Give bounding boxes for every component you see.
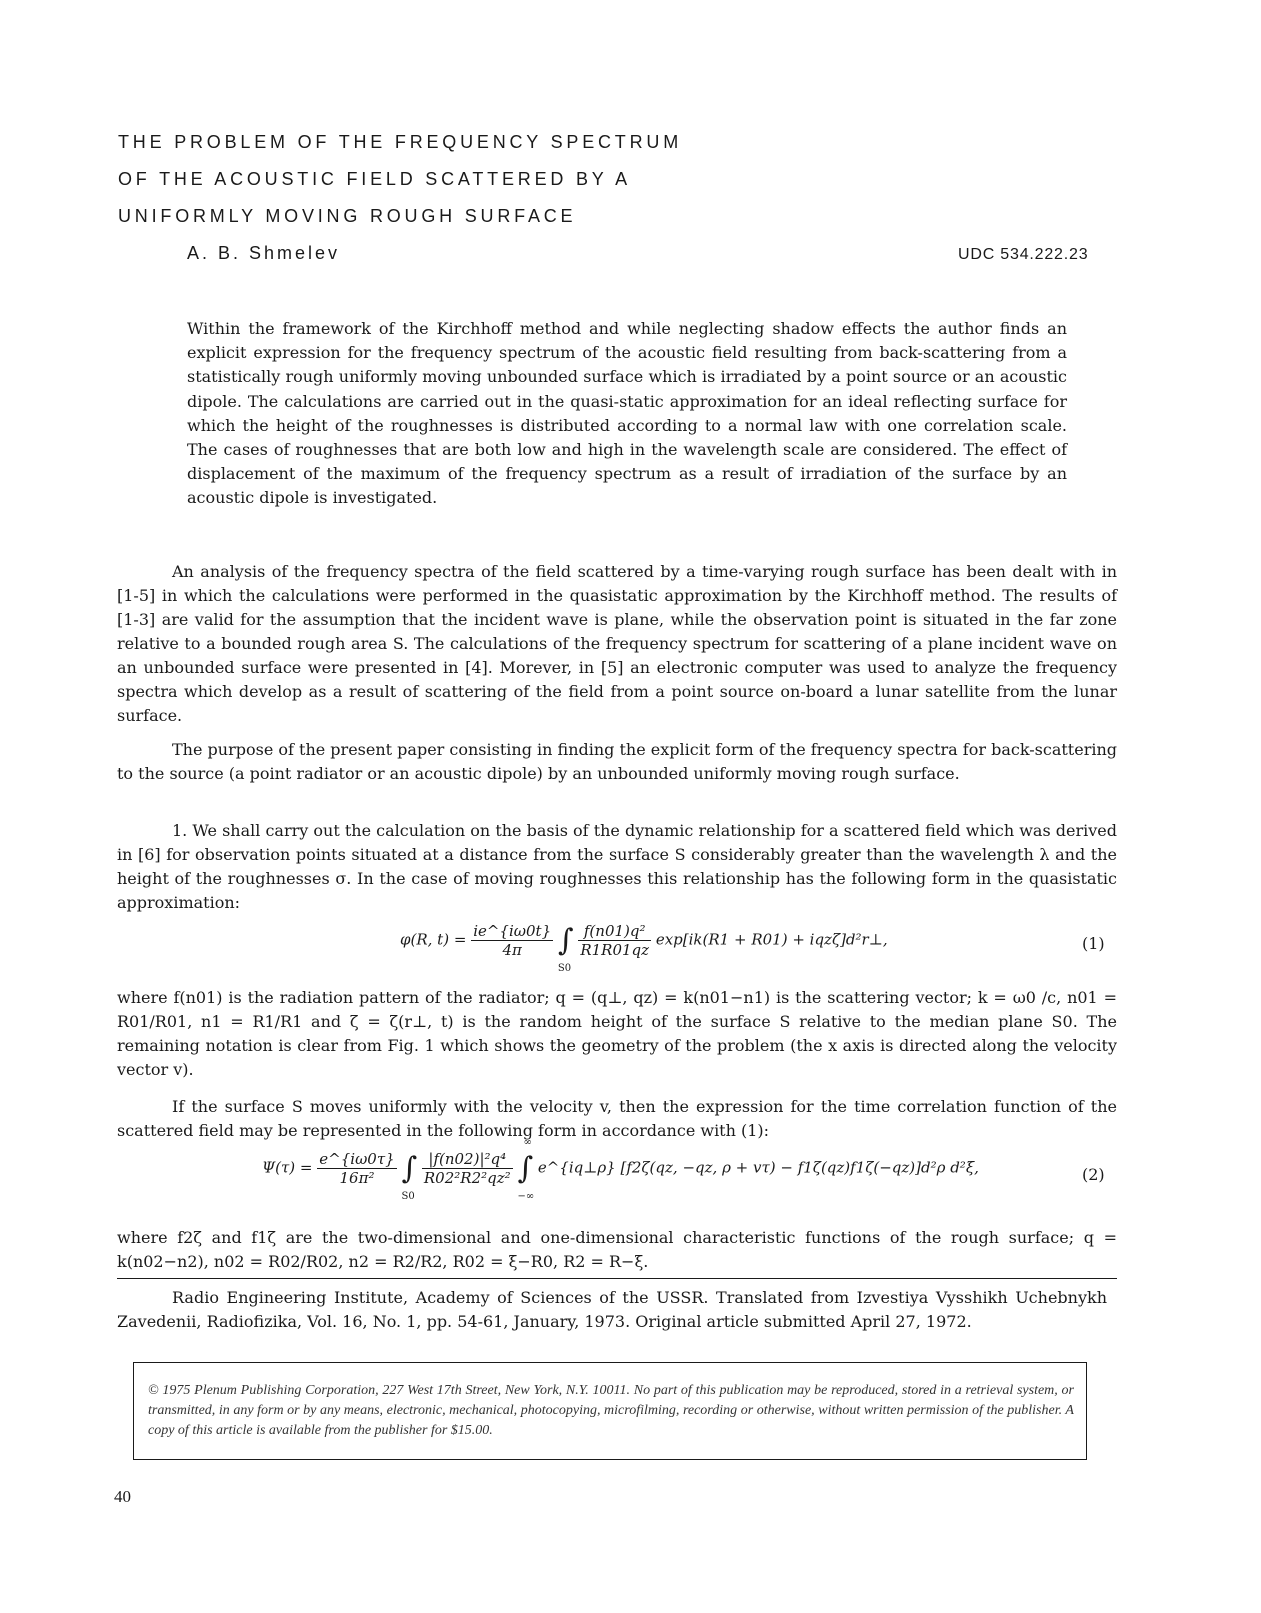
eq2-int-lower: S0 xyxy=(401,1191,415,1202)
integral-sign: ∫ S0 xyxy=(557,923,574,974)
body-paragraph-2: The purpose of the present paper consisting in finding the explicit form of the frequency spectra for back-scattering to the source (a point radiator or an acoustic dipole) by an unbounded uniformly moving rough surface. xyxy=(117,740,1117,783)
equation-1 xyxy=(400,922,888,974)
eq1-tail: exp[ik(R1 + R01) + iqzζ]d²r⊥, xyxy=(655,930,888,949)
eq2-coefficient xyxy=(317,1150,396,1187)
body-paragraph-5: If the surface S moves uniformly with the velocity v, then the expression for the time correlation function of the scattered field may be represented in the following form in accordance with (1): xyxy=(117,1097,1117,1140)
eq2-fraction xyxy=(422,1150,513,1187)
eq1-coefficient xyxy=(471,922,553,959)
eq2-coef-den: 16π² xyxy=(339,1169,375,1187)
eq1-coef-num: ie^{iω0t} xyxy=(473,922,552,940)
affiliation-footnote: Radio Engineering Institute, Academy of Sciences of the USSR. Translated from Izvestiya Vysshikh Uchebnykh Zavedenii, Radiofizika, Vol. 16, No. 1, pp. 54-61, January, 1973. Original article submitted April 27, 1972. xyxy=(117,1288,1107,1331)
eq2-int2-upper: ∞ xyxy=(523,1137,532,1148)
eq1-lhs: φ(R, t) = xyxy=(400,930,467,949)
eq2-int2-lower: −∞ xyxy=(517,1191,535,1202)
eq2-frac-den: R02²R2²qz² xyxy=(423,1169,511,1187)
eq1-frac-den: R1R01qz xyxy=(580,941,650,959)
title-line-2: OF THE ACOUSTIC FIELD SCATTERED BY A xyxy=(118,169,631,189)
eq1-int-lower: S0 xyxy=(557,963,572,974)
equation-1-number: (1) xyxy=(1082,934,1105,953)
eq2-tail: e^{iq⊥ρ} [f2ζ(qz, −qz, ρ + vτ) − f1ζ(qz)f1ζ(−qz)]d²ρ d²ξ, xyxy=(537,1158,979,1177)
abstract: Within the framework of the Kirchhoff method and while neglecting shadow effects the author finds an explicit expression for the frequency spectrum of the acoustic field resulting from back-scattering from a statistically rough uniformly moving unbounded surface which is irradiated by a point source or an acoustic dipole. The calculations are carried out in the quasi-static approximation for an ideal reflecting surface for which the height of the roughnesses is distributed according to a normal law with one correlation scale. The cases of roughnesses that are both low and high in the wavelength scale are considered. The effect of displacement of the maximum of the frequency spectrum as a result of irradiation of the surface by an acoustic dipole is investigated. xyxy=(187,319,1067,508)
eq2-coef-num: e^{iω0τ} xyxy=(319,1150,395,1168)
equation-2 xyxy=(262,1137,979,1202)
integral-sign: ∫ ∞ −∞ xyxy=(517,1137,535,1202)
body-paragraph-1: An analysis of the frequency spectra of the field scattered by a time-varying rough surface has been dealt with in [1-5] in which the calculations were performed in the quasistatic approximation by the Kirchhoff method. The results of [1-3] are valid for the assumption that the incident wave is plane, while the observation point is situated in the far zone relative to a bounded rough area S. The calculations of the frequency spectrum for scattering of a plane incident wave on an unbounded surface were presented in [4]. Morever, in [5] an electronic computer was used to analyze the frequency spectra which develop as a result of scattering of the field from a point source on-board a lunar satellite from the lunar surface. xyxy=(117,562,1117,725)
eq2-frac-num: |f(n02)|²q⁴ xyxy=(422,1150,513,1169)
body-paragraph-6: where f2ζ and f1ζ are the two-dimensional and one-dimensional characteristic functions of the rough surface; q = k(n02−n2), n02 = R02/R02, n2 = R2/R2, R02 = ξ−R0, R2 = R−ξ. xyxy=(117,1228,1117,1271)
title-line-3: UNIFORMLY MOVING ROUGH SURFACE xyxy=(118,206,577,226)
page-number: 40 xyxy=(114,1487,131,1506)
eq1-fraction xyxy=(578,922,651,959)
footnote-divider xyxy=(117,1278,1117,1279)
copyright-box xyxy=(133,1362,1087,1460)
eq1-coef-den: 4π xyxy=(502,941,522,959)
body-paragraph-4: where f(n01) is the radiation pattern of the radiator; q = (q⊥, qz) = k(n01−n1) is the scattering vector; k = ω0 /c, n01 = R01/R01, n1 = R1/R1 and ζ = ζ(r⊥, t) is the random height of the surface S relative to the median plane S0. The remaining notation is clear from Fig. 1 which shows the geometry of the problem (the x axis is directed along the velocity vector v). xyxy=(117,988,1117,1079)
title-line-1: THE PROBLEM OF THE FREQUENCY SPECTRUM xyxy=(118,132,682,152)
copyright-notice: © 1975 Plenum Publishing Corporation, 227 West 17th Street, New York, N.Y. 10011. No part of this publication may be reproduced, stored in a retrieval system, or transmitted, in any form or by any means, electronic, mechanical, photocopying, microfilming, recording or otherwise, without written permission of the publisher. A copy of this article is available from the publisher for $15.00. xyxy=(148,1383,1074,1438)
body-paragraph-3: 1. We shall carry out the calculation on the basis of the dynamic relationship for a scattered field which was derived in [6] for observation points situated at a distance from the surface S considerably greater than the wavelength λ and the height of the roughnesses σ. In the case of moving roughnesses this relationship has the following form in the quasistatic approximation: xyxy=(117,821,1117,912)
equation-2-number: (2) xyxy=(1082,1165,1105,1184)
eq2-lhs: Ψ(τ) = xyxy=(262,1158,313,1177)
eq1-frac-num: f(n01)q² xyxy=(578,922,651,941)
udc-code: UDC 534.222.23 xyxy=(958,246,1089,263)
integral-sign: ∫ S0 xyxy=(401,1151,418,1202)
author-name: A. B. Shmelev xyxy=(187,243,341,263)
article-title xyxy=(118,124,682,235)
